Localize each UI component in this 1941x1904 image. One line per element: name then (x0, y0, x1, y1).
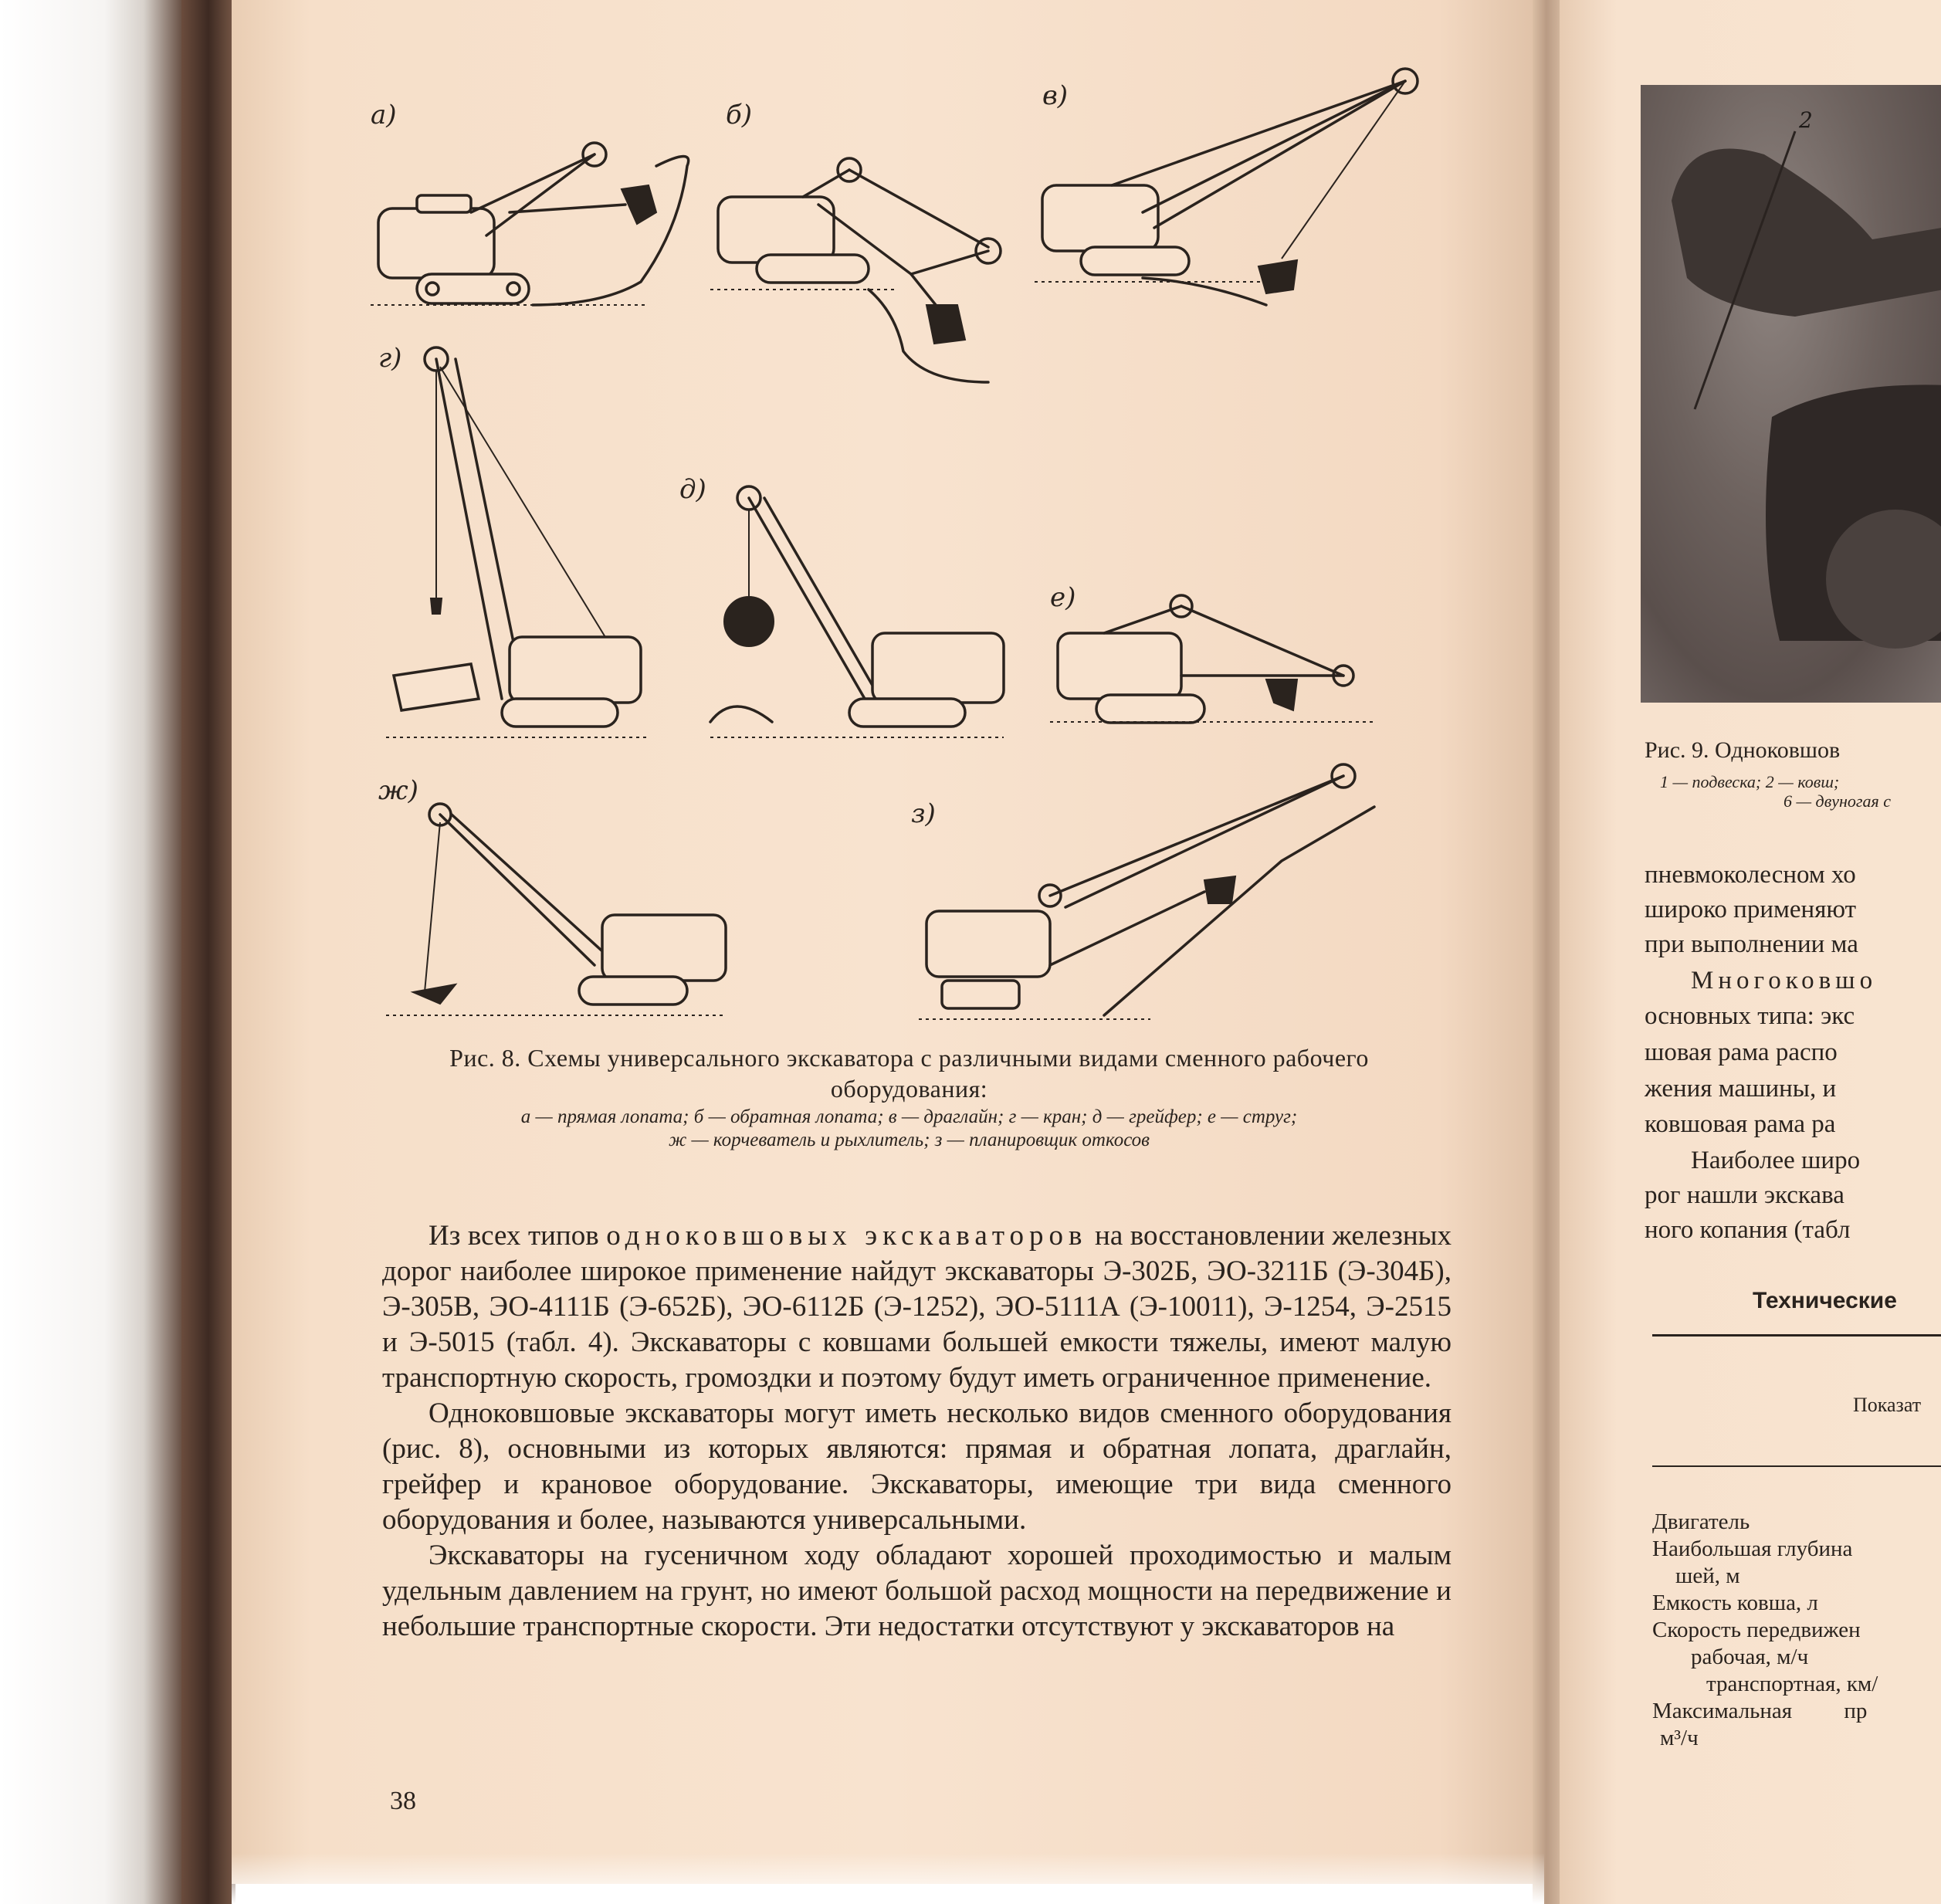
table-row-2: Наибольшая глубина (1652, 1536, 1853, 1561)
panel-label-z: з) (911, 798, 936, 829)
table-row-6: рабочая, м/ч (1691, 1645, 1809, 1669)
page-bottom-fade (232, 1853, 1544, 1904)
table-row-8: Максимальная пр (1652, 1699, 1868, 1723)
page-number: 38 (390, 1787, 416, 1815)
right-line-3: при выполнении ма (1645, 930, 1858, 958)
table-row-4: Емкость ковша, л (1652, 1591, 1818, 1615)
panel-label-d: д) (679, 474, 706, 505)
panel-zh-rooter (378, 775, 726, 1015)
emphasis-spaced: одноковшовых экскаваторов (606, 1220, 1088, 1252)
panel-e-plough (1050, 582, 1374, 723)
panel-b-backhoe (710, 100, 1001, 382)
panel-label-a: а) (371, 100, 397, 130)
figure-9-legend-1: 1 — подвеска; 2 — ковш; (1660, 772, 1840, 791)
table-row-5: Скорость передвижен (1652, 1618, 1861, 1642)
table-row-1: Двигатель (1652, 1509, 1750, 1534)
book-spine (181, 0, 235, 1904)
figure-9-caption: Рис. 9. Одноковшов (1645, 737, 1841, 763)
right-line-5: основных типа: экс (1645, 1002, 1855, 1030)
figure-9-legend-2: 6 — двуногая с (1783, 791, 1891, 811)
paragraph-3: Экскаваторы на гусеничном ходу обладают хорошей проходимостью и малым удельным давлением на грунт, но имеют большой расход мощности на передвижение и небольшие транспортные скорости. Эти недостатки отсутствуют у экскаваторов на (382, 1540, 1452, 1642)
panel-a-front-shovel (371, 100, 689, 305)
table-title: Технические (1753, 1288, 1897, 1313)
right-line-11: ного копания (табл (1645, 1216, 1851, 1244)
legend-line-2: ж — корчеватель и рыхлитель; з — планировщик откосов (668, 1130, 1150, 1150)
panel-label-v: в) (1042, 80, 1069, 111)
panel-v-dragline (1035, 69, 1418, 305)
figure-8-excavator-schemes (371, 58, 1467, 1050)
right-line-4: Многоковшо (1691, 967, 1878, 994)
right-line-1: пневмоколесном хо (1645, 861, 1856, 889)
right-line-10: рог нашли экскава (1645, 1181, 1844, 1209)
panel-z-slope-planner (911, 764, 1374, 1019)
figure-caption-legend (371, 1106, 1448, 1152)
panel-label-e: е) (1050, 582, 1076, 613)
photo-label: 2 (1799, 107, 1813, 133)
table-row-3: шей, м (1675, 1564, 1740, 1588)
table-rule-top (1652, 1334, 1941, 1337)
right-line-7: жения машины, и (1645, 1075, 1837, 1103)
panel-label-g: г) (378, 343, 402, 374)
figure-9-photo (1641, 85, 1941, 703)
table-rule-header (1652, 1465, 1941, 1467)
table-row-7: транспортная, км/ (1706, 1672, 1878, 1696)
panel-g-crane (378, 343, 649, 737)
page-gutter (1533, 0, 1563, 1904)
panel-label-b: б) (726, 100, 753, 130)
table-header: Показат (1853, 1394, 1922, 1416)
right-line-6: шовая рама распо (1645, 1038, 1838, 1066)
right-line-2: широко применяют (1645, 896, 1857, 923)
legend-line-1: а — прямая лопата; б — обратная лопата; в — драглайн; г — кран; д — грейфер; е — струг; (520, 1106, 1298, 1127)
right-line-9: Наиболее широ (1691, 1147, 1861, 1174)
paragraph-2: Одноковшовые экскаваторы могут иметь несколько видов сменного оборудования (рис. 8), основными из которых являются: прямая и обратная лопата, драглайн, грейфер и крановое оборудование. Экскаваторы, имеющие три вида сменного оборудования и более, называются универсальными. (382, 1398, 1452, 1536)
panel-label-zh: ж) (378, 775, 418, 806)
right-line-8: ковшовая рама ра (1645, 1110, 1836, 1138)
figure-caption-title: Рис. 8. Схемы универсального экскаватора с различными видами сменного рабочего оборудования: (449, 1044, 1369, 1103)
paragraph-1: Из всех типов одноковшовых экскаваторов на восстановлении железных дорог наиболее широкое применение найдут экскаваторы Э-302Б, ЭО-3211Б (Э-304Б), Э-305В, ЭО-4111Б (Э-652Б), ЭО-6112Б (Э-1252), ЭО-5111А (Э-10011), Э-1254, Э-2515 и Э-5015 (табл. 4). Экскаваторы с ковшами большей емкости тяжелы, имеют малую транспортную скорость, громоздки и поэтому будут иметь ограниченное применение. (382, 1220, 1452, 1394)
body-text (382, 1218, 1452, 1645)
panel-d-grab (679, 474, 1004, 737)
table-row-9: м³/ч (1660, 1726, 1699, 1750)
